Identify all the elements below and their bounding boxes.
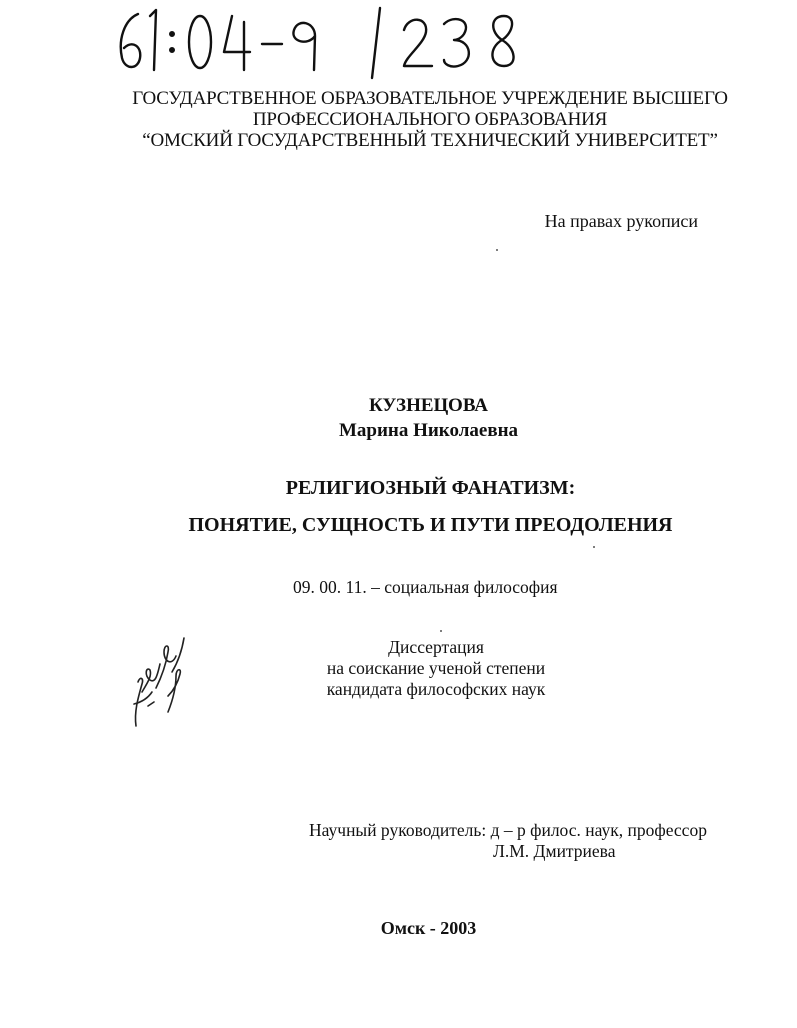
supervisor-name: Л.М. Дмитриева bbox=[493, 841, 616, 861]
scan-speck bbox=[593, 546, 595, 548]
degree-line-3: кандидата философских наук bbox=[326, 679, 546, 699]
supervisor-credentials: Научный руководитель: д – р филос. наук, профессор bbox=[309, 820, 707, 840]
dissertation-degree-block bbox=[296, 637, 576, 700]
scientific-supervisor bbox=[309, 820, 707, 862]
city-year-text: Омск - 2003 bbox=[380, 918, 477, 938]
author-surname: КУЗНЕЦОВА bbox=[368, 395, 489, 416]
handwritten-archive-number bbox=[110, 0, 540, 80]
scan-speck bbox=[440, 630, 442, 632]
institution-line-3: “ОМСКИЙ ГОСУДАРСТВЕННЫЙ ТЕХНИЧЕСКИЙ УНИВЕРСИТЕТ” bbox=[142, 130, 718, 151]
degree-line-2: на соискание ученой степени bbox=[326, 658, 546, 678]
title-line-1: РЕЛИГИОЗНЫЙ ФАНАТИЗМ: bbox=[285, 477, 576, 499]
handwritten-signature bbox=[128, 632, 190, 732]
author-given-names: Марина Николаевна bbox=[338, 420, 519, 441]
author-block bbox=[0, 393, 797, 443]
city-and-year bbox=[0, 918, 797, 939]
degree-line-1: Диссертация bbox=[388, 637, 484, 657]
title-line-2: ПОНЯТИЕ, СУЩНОСТЬ И ПУТИ ПРЕОДОЛЕНИЯ bbox=[188, 514, 673, 536]
dissertation-title bbox=[0, 470, 797, 544]
scan-speck bbox=[496, 249, 498, 251]
institution-header bbox=[100, 88, 760, 151]
manuscript-rights-note: На правах рукописи bbox=[544, 211, 698, 231]
specialty-code: 09. 00. 11. – социальная философия bbox=[293, 577, 558, 597]
institution-line-2: ПРОФЕССИОНАЛЬНОГО ОБРАЗОВАНИЯ bbox=[252, 109, 608, 130]
institution-line-1: ГОСУДАРСТВЕННОЕ ОБРАЗОВАТЕЛЬНОЕ УЧРЕЖДЕНИЕ ВЫСШЕГО bbox=[132, 88, 728, 109]
